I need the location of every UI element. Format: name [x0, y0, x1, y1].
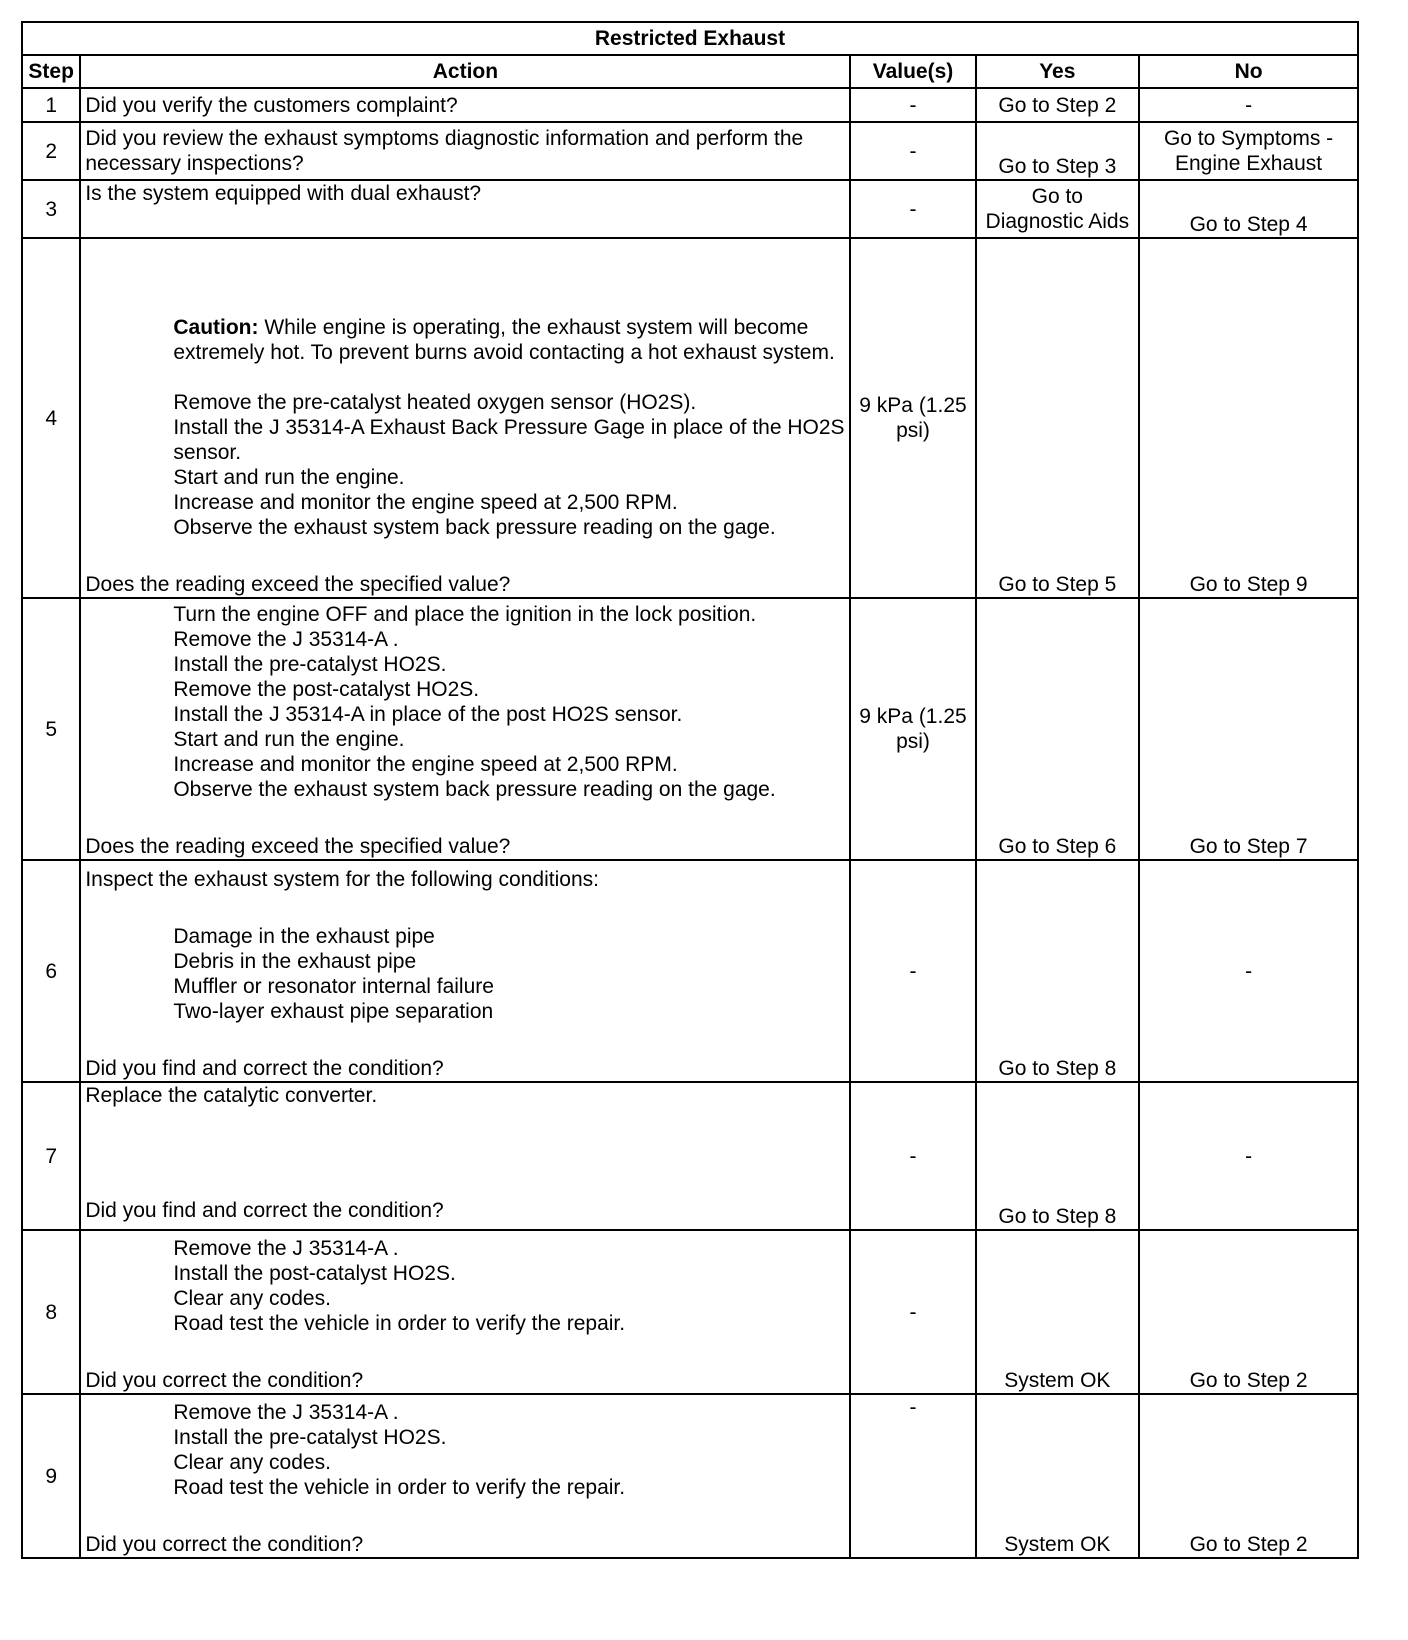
table-row — [22, 238, 1358, 598]
action-list — [85, 1236, 845, 1336]
no-cell: Go to Step 2 — [1139, 1394, 1358, 1558]
list-item: Clear any codes. — [173, 1451, 331, 1474]
value-cell: - — [850, 1082, 975, 1230]
table-row — [22, 1230, 1358, 1394]
step-number: 3 — [22, 180, 80, 238]
table-row — [22, 598, 1358, 860]
list-item: Clear any codes. — [173, 1287, 331, 1310]
list-item: Remove the J 35314-A . — [173, 628, 399, 651]
action-cell — [80, 860, 850, 1082]
list-item: Install the post-catalyst HO2S. — [173, 1262, 456, 1285]
action-text: Is the system equipped with dual exhaust? — [80, 180, 850, 238]
action-cell — [80, 1394, 850, 1558]
list-item: Install the J 35314-A in place of the post HO2S sensor. — [173, 703, 683, 726]
list-item: Two-layer exhaust pipe separation — [173, 1000, 494, 1023]
action-question: Does the reading exceed the specified value? — [85, 573, 511, 596]
table-title: Restricted Exhaust — [22, 22, 1358, 55]
step-number: 6 — [22, 860, 80, 1082]
yes-cell: Go to Step 8 — [976, 1082, 1140, 1230]
step-number: 7 — [22, 1082, 80, 1230]
list-item: Remove the post-catalyst HO2S. — [173, 678, 480, 701]
action-question: Did you correct the condition? — [85, 1369, 364, 1392]
header-row — [22, 55, 1358, 88]
list-item: Install the J 35314-A Exhaust Back Pressure Gage in place of the HO2S sensor. — [173, 416, 845, 464]
action-intro: Replace the catalytic converter. — [85, 1084, 378, 1107]
step-number: 1 — [22, 88, 80, 122]
list-item: Observe the exhaust system back pressure reading on the gage. — [173, 778, 776, 801]
list-item: Road test the vehicle in order to verify the repair. — [173, 1312, 626, 1335]
list-item: Start and run the engine. — [173, 466, 405, 489]
value-cell: 9 kPa (1.25 psi) — [850, 238, 975, 598]
action-cell — [80, 598, 850, 860]
list-item: Increase and monitor the engine speed at 2,500 RPM. — [173, 753, 678, 776]
list-item: Damage in the exhaust pipe — [173, 925, 435, 948]
yes-cell: Go to Step 2 — [976, 88, 1140, 122]
no-cell: Go to Step 9 — [1139, 238, 1358, 598]
list-item: Install the pre-catalyst HO2S. — [173, 653, 447, 676]
value-cell: - — [850, 860, 975, 1082]
action-text: Did you verify the customers complaint? — [80, 88, 850, 122]
list-item: Remove the J 35314-A . — [173, 1237, 399, 1260]
action-list — [85, 924, 845, 1024]
table-row — [22, 88, 1358, 122]
list-item: Increase and monitor the engine speed at 2,500 RPM. — [173, 491, 678, 514]
action-list — [85, 602, 845, 802]
value-cell: 9 kPa (1.25 psi) — [850, 598, 975, 860]
list-item: Remove the J 35314-A . — [173, 1401, 399, 1424]
action-question: Did you correct the condition? — [85, 1533, 364, 1556]
no-cell: Go to Step 2 — [1139, 1230, 1358, 1394]
table-row — [22, 1394, 1358, 1558]
yes-cell: Go to Step 5 — [976, 238, 1140, 598]
table-row — [22, 122, 1358, 180]
step-number: 2 — [22, 122, 80, 180]
list-item: Debris in the exhaust pipe — [173, 950, 417, 973]
step-number: 4 — [22, 238, 80, 598]
action-cell — [80, 238, 850, 598]
list-item: Turn the engine OFF and place the ignition in the lock position. — [173, 603, 757, 626]
table-row — [22, 860, 1358, 1082]
yes-cell: Go to Step 3 — [976, 122, 1140, 180]
action-text: Did you review the exhaust symptoms diagnostic information and perform the necessary inspections? — [80, 122, 850, 180]
no-cell: Go to Step 7 — [1139, 598, 1358, 860]
value-cell: - — [850, 88, 975, 122]
value-cell: - — [850, 180, 975, 238]
no-cell: - — [1139, 88, 1358, 122]
action-cell — [80, 1082, 850, 1230]
table-row — [22, 180, 1358, 238]
value-cell: - — [850, 1394, 975, 1558]
step-number: 5 — [22, 598, 80, 860]
caution-note — [85, 315, 845, 365]
list-item: Muffler or resonator internal failure — [173, 975, 494, 998]
title-row — [22, 22, 1358, 55]
header-action: Action — [80, 55, 850, 88]
list-item: Start and run the engine. — [173, 728, 405, 751]
diagnostic-table — [21, 21, 1359, 1559]
header-no: No — [1139, 55, 1358, 88]
no-cell: - — [1139, 860, 1358, 1082]
yes-cell: Go to Step 6 — [976, 598, 1140, 860]
list-item: Road test the vehicle in order to verify the repair. — [173, 1476, 626, 1499]
yes-cell: Go to Step 8 — [976, 860, 1140, 1082]
action-question: Does the reading exceed the specified value? — [85, 835, 511, 858]
action-question: Did you find and correct the condition? — [85, 1199, 444, 1222]
value-cell: - — [850, 122, 975, 180]
header-yes: Yes — [976, 55, 1140, 88]
caution-text: While engine is operating, the exhaust system will become extremely hot. To prevent burns avoid contacting a hot exhaust system. — [173, 316, 835, 364]
yes-cell: System OK — [976, 1230, 1140, 1394]
yes-cell: System OK — [976, 1394, 1140, 1558]
value-cell: - — [850, 1230, 975, 1394]
header-values: Value(s) — [850, 55, 975, 88]
list-item: Observe the exhaust system back pressure reading on the gage. — [173, 516, 776, 539]
action-intro: Inspect the exhaust system for the following conditions: — [85, 868, 599, 891]
header-step: Step — [22, 55, 80, 88]
caution-label: Caution: — [173, 316, 259, 339]
step-number: 9 — [22, 1394, 80, 1558]
no-cell: - — [1139, 1082, 1358, 1230]
no-cell: Go to Symptoms - Engine Exhaust — [1139, 122, 1358, 180]
action-cell — [80, 1230, 850, 1394]
step-number: 8 — [22, 1230, 80, 1394]
action-list — [85, 390, 845, 540]
list-item: Install the pre-catalyst HO2S. — [173, 1426, 447, 1449]
action-list — [85, 1400, 845, 1500]
no-cell: Go to Step 4 — [1139, 180, 1358, 238]
table-row — [22, 1082, 1358, 1230]
action-question: Did you find and correct the condition? — [85, 1057, 444, 1080]
yes-cell: Go to Diagnostic Aids — [976, 180, 1140, 238]
list-item: Remove the pre-catalyst heated oxygen sensor (HO2S). — [173, 391, 697, 414]
